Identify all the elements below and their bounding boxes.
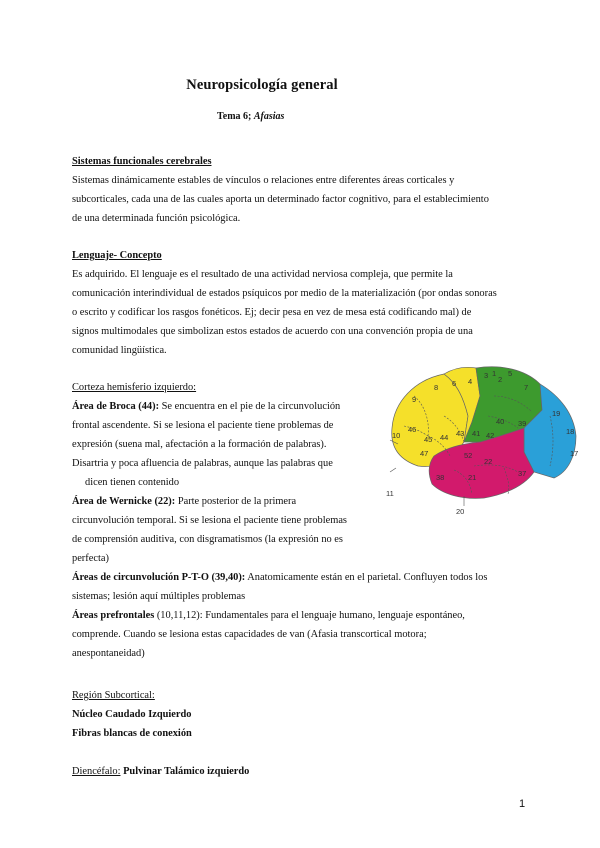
paragraph-line: de una determinada función psicológica. [72, 213, 241, 224]
brodmann-label: 4 [468, 377, 473, 386]
section-lenguaje-concepto [72, 246, 532, 360]
brain-brodmann-illustration [384, 356, 584, 518]
paragraph-line: anespontaneidad) [72, 648, 145, 659]
brodmann-label: 11 [386, 489, 394, 498]
brodmann-label: 6 [452, 379, 457, 388]
prefrontal-entry [72, 606, 532, 663]
brodmann-label: 7 [524, 383, 529, 392]
subtitle-topic: Afasias [253, 111, 285, 122]
page-title: Neuropsicología general [186, 77, 338, 93]
paragraph-line: sistemas; lesión aquí múltiples problemas [72, 591, 246, 602]
paragraph-line: (10,11,12): Fundamentales para el lenguaje humano, lenguaje espontáneo, [154, 610, 465, 621]
brodmann-label: 47 [420, 449, 429, 458]
brodmann-label: 3 [484, 371, 489, 380]
section-diencefalo [72, 762, 532, 781]
pto-entry [72, 568, 532, 606]
paragraph-line: de comprensión auditiva, con disgramatismos (la expresión no es [72, 534, 343, 545]
section-heading: Lenguaje- Concepto [72, 250, 162, 261]
brodmann-label: 41 [472, 429, 481, 438]
brodmann-label: 46 [408, 425, 417, 434]
paragraph-line: Parte posterior de la primera [175, 496, 297, 507]
paragraph-line: Es adquirido. El lenguaje es el resultado de una actividad nerviosa compleja, que permite la [72, 269, 453, 280]
brodmann-label: 22 [484, 457, 493, 466]
paragraph-line: Sistemas dinámicamente estables de vínculos o relaciones entre diferentes áreas corticales y [72, 175, 455, 186]
list-item: Núcleo Caudado Izquierdo [72, 709, 192, 720]
paragraph-line: Se encuentra en el pie de la circunvolución [159, 401, 341, 412]
brodmann-label: 21 [468, 473, 477, 482]
paragraph-line: Disartria y poca afluencia de palabras, aunque las palabras que [72, 458, 333, 469]
paragraph-line: expresión (suena mal, afectación a la formación de palabras). [72, 439, 327, 450]
page-number: 1 [519, 798, 526, 810]
brodmann-label: 45 [424, 435, 433, 444]
wernicke-label: Área de Wernicke (22): [72, 496, 176, 507]
brodmann-label: 42 [486, 431, 495, 440]
section-sistemas-funcionales [72, 152, 532, 228]
brodmann-label: 8 [434, 383, 439, 392]
brodmann-label: 18 [566, 427, 575, 436]
brodmann-label: 40 [496, 417, 505, 426]
paragraph-line: dicen tienen contenido [85, 477, 180, 488]
subtitle-prefix: Tema 6; [217, 111, 254, 122]
broca-entry [72, 397, 372, 492]
paragraph-line: Anatomicamente están en el parietal. Confluyen todos los [245, 572, 488, 583]
section-heading: Sistemas funcionales cerebrales [72, 156, 212, 167]
brodmann-label: 44 [440, 433, 449, 442]
brodmann-label: 19 [552, 409, 561, 418]
wernicke-entry [72, 492, 372, 568]
paragraph-line: frontal ascendente. Si se lesiona el paciente tiene problemas de [72, 420, 334, 431]
brodmann-label: 43 [456, 429, 465, 438]
brodmann-label: 9 [412, 395, 417, 404]
section-heading: Diencéfalo: [72, 766, 121, 777]
section-heading: Región Subcortical: [72, 690, 155, 701]
brodmann-label: 1 [492, 369, 497, 378]
brodmann-label: 17 [570, 449, 579, 458]
section-region-subcortical [72, 686, 532, 743]
brodmann-label: 10 [392, 431, 401, 440]
paragraph-line: comunicación interindividual de estados psíquicos por medio de la materialización (por ondas sonoras [72, 288, 497, 299]
paragraph-line: signos multimodales que simbolizan estos estados de acuerdo con una convención propia de una [72, 326, 473, 337]
pto-label: Áreas de circunvolución P-T-O (39,40): [72, 572, 246, 583]
brodmann-label: 20 [456, 507, 465, 516]
paragraph-line: perfecta) [72, 553, 109, 564]
paragraph-line: o escrito y codificar los rasgos fonéticos. Ej; decir pesa en vez de mesa está codificando mal) de [72, 307, 472, 318]
brodmann-label: 37 [518, 469, 527, 478]
paragraph-line: circunvolución temporal. Si se lesiona el paciente tiene problemas [72, 515, 347, 526]
brodmann-label: 38 [436, 473, 445, 482]
paragraph-line: subcorticales, cada una de las cuales aporta un determinado factor cognitivo, para el establecimiento [72, 194, 489, 205]
brodmann-label: 2 [498, 375, 503, 384]
diencefalo-value: Pulvinar Talámico izquierdo [120, 766, 250, 777]
section-heading: Corteza hemisferio izquierdo: [72, 382, 197, 393]
brodmann-label: 52 [464, 451, 473, 460]
brodmann-label: 5 [508, 369, 513, 378]
prefrontal-label: Áreas prefrontales [72, 610, 155, 621]
paragraph-line: comprende. Cuando se lesiona estas capacidades de van (Afasia transcortical motora; [72, 629, 427, 640]
broca-label: Área de Broca (44): [72, 401, 160, 412]
brodmann-label: 39 [518, 419, 527, 428]
paragraph-line: comunidad lingüística. [72, 345, 167, 356]
page-subtitle [217, 111, 284, 122]
list-item: Fibras blancas de conexión [72, 728, 192, 739]
